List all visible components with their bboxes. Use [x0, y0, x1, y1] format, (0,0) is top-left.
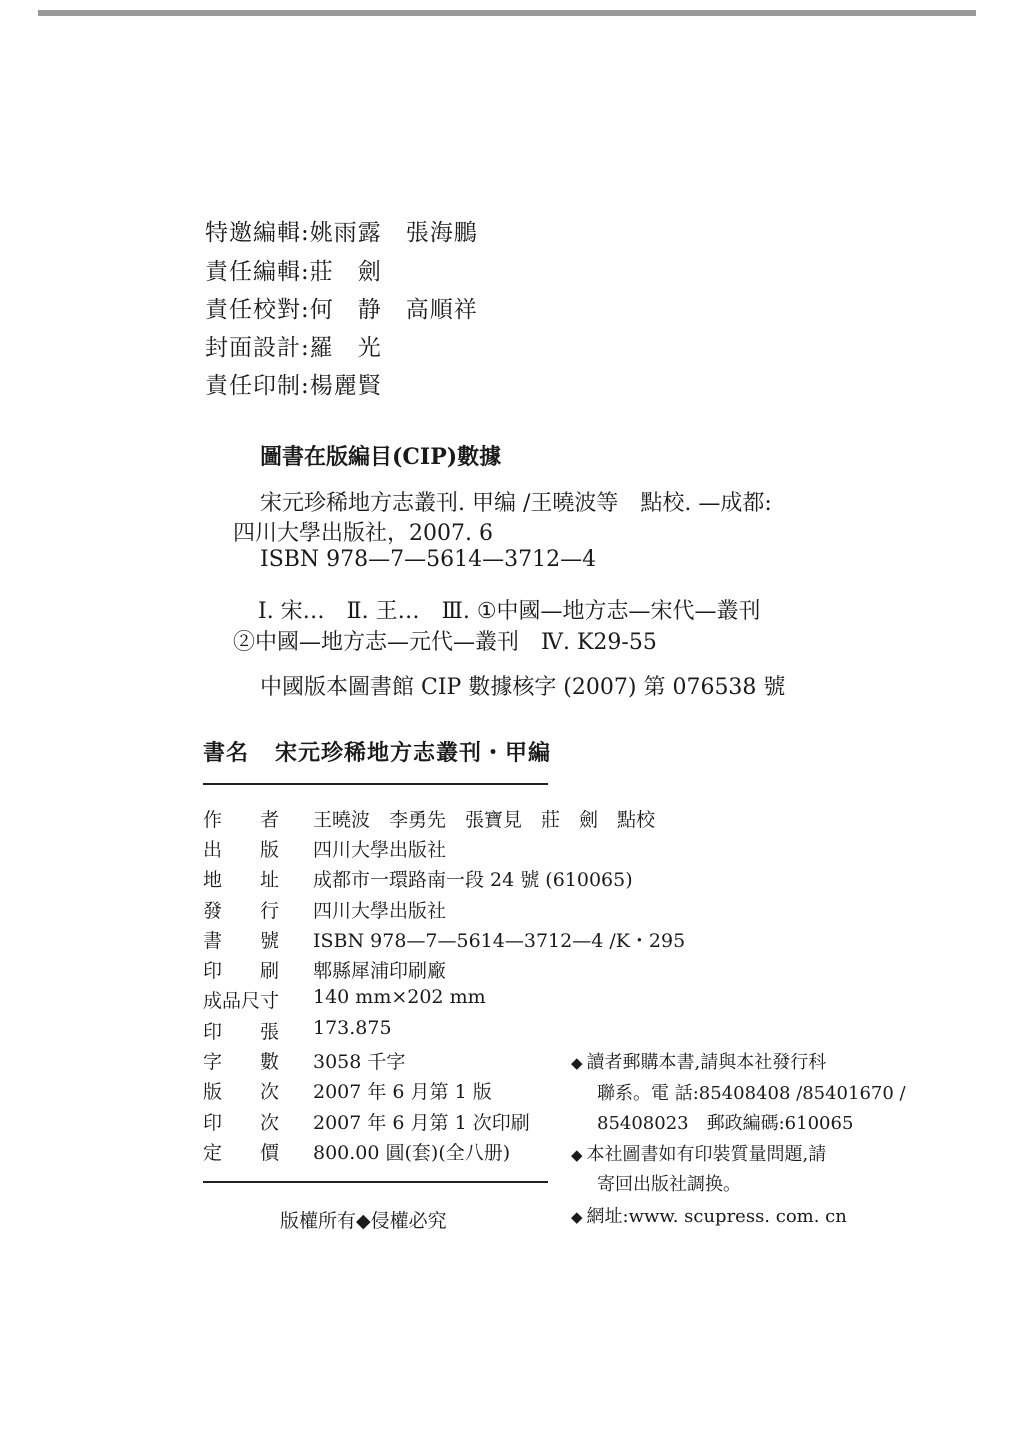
info-value: 郫縣犀浦印刷廠 [313, 960, 447, 982]
info-value: 王曉波 李勇先 張寶見 莊 劍 點校 [313, 809, 656, 831]
cip-line-5: ②中國—地方志—元代—叢刊 Ⅳ. K29-55 [233, 630, 657, 655]
info-label: 版 次 [203, 1081, 280, 1103]
info-value: 成都市一環路南一段 24 號 (610065) [313, 869, 633, 891]
copyright-notice: 版權所有◆侵權必究 [280, 1210, 447, 1232]
diamond-bullet-icon: ◆ [571, 1208, 583, 1226]
info-value: ISBN 978—7—5614—3712—4 /K・295 [313, 930, 686, 952]
staff-line-print-manager: 責任印制:楊麗賢 [205, 373, 382, 399]
info-value: 800.00 圓(套)(全八册) [313, 1142, 511, 1164]
info-value: 2007 年 6 月第 1 次印刷 [313, 1112, 530, 1134]
info-label: 發 行 [203, 900, 280, 922]
info-label: 定 價 [203, 1142, 280, 1164]
staff-line-proofreader: 責任校對:何 静 高順祥 [205, 297, 478, 323]
info-value: 四川大學出版社 [313, 839, 447, 861]
info-value: 四川大學出版社 [313, 900, 447, 922]
book-title-label: 書名 [203, 740, 250, 766]
diamond-bullet-icon: ◆ [571, 1054, 583, 1072]
staff-line-special-editor: 特邀編輯:姚雨露 張海鵬 [205, 220, 478, 246]
info-label: 成品尺寸 [203, 990, 280, 1012]
book-title-value: 宋元珍稀地方志叢刊・甲編 [275, 740, 552, 766]
info-label: 字 數 [203, 1051, 280, 1073]
top-scan-border [38, 10, 976, 16]
info-value: 3058 千字 [313, 1051, 406, 1073]
cip-line-1: 宋元珍稀地方志叢刊. 甲编 /王曉波等 點校. —成都: [260, 491, 772, 516]
info-label: 書 號 [203, 930, 280, 952]
info-value: 2007 年 6 月第 1 版 [313, 1081, 492, 1103]
note-website: ◆ 網址:www. scupress. com. cn [571, 1206, 847, 1227]
title-underline [203, 783, 548, 785]
info-label: 出 版 [203, 839, 280, 861]
diamond-bullet-icon: ◆ [571, 1146, 583, 1164]
cip-line-4: Ⅰ. 宋… Ⅱ. 王… Ⅲ. ①中國—地方志—宋代—叢刊 [258, 599, 761, 624]
book-title [203, 736, 551, 767]
staff-line-responsible-editor: 責任編輯:莊 劍 [205, 259, 382, 285]
cip-line-2: 四川大學出版社，2007. 6 [233, 521, 493, 546]
info-label: 作 者 [203, 809, 280, 831]
note-order-postcode: 85408023 郵政編碼:610065 [597, 1113, 854, 1134]
info-label: 地 址 [203, 869, 280, 891]
cip-line-3: ISBN 978—7—5614—3712—4 [260, 547, 597, 572]
info-label: 印 張 [203, 1021, 280, 1043]
info-bottom-rule [203, 1181, 548, 1183]
info-label: 印 次 [203, 1112, 280, 1134]
info-label: 印 刷 [203, 960, 280, 982]
note-order: ◆ 讀者郵購本書,請與本社發行科 [571, 1052, 827, 1073]
cip-line-6: 中國版本圖書館 CIP 數據核字 (2007) 第 076538 號 [260, 675, 786, 700]
note-quality-return: 寄回出版社調换。 [597, 1174, 741, 1195]
cip-heading: 圖書在版編目(CIP)數據 [260, 444, 502, 470]
staff-line-cover-design: 封面設計:羅 光 [205, 335, 382, 361]
note-order-contact: 聯系。電 話:85408408 /85401670 / [597, 1083, 906, 1104]
info-value: 173.875 [313, 1017, 392, 1039]
info-value: 140 mm×202 mm [313, 986, 486, 1008]
note-quality: ◆ 本社圖書如有印裝質量問題,請 [571, 1144, 827, 1165]
